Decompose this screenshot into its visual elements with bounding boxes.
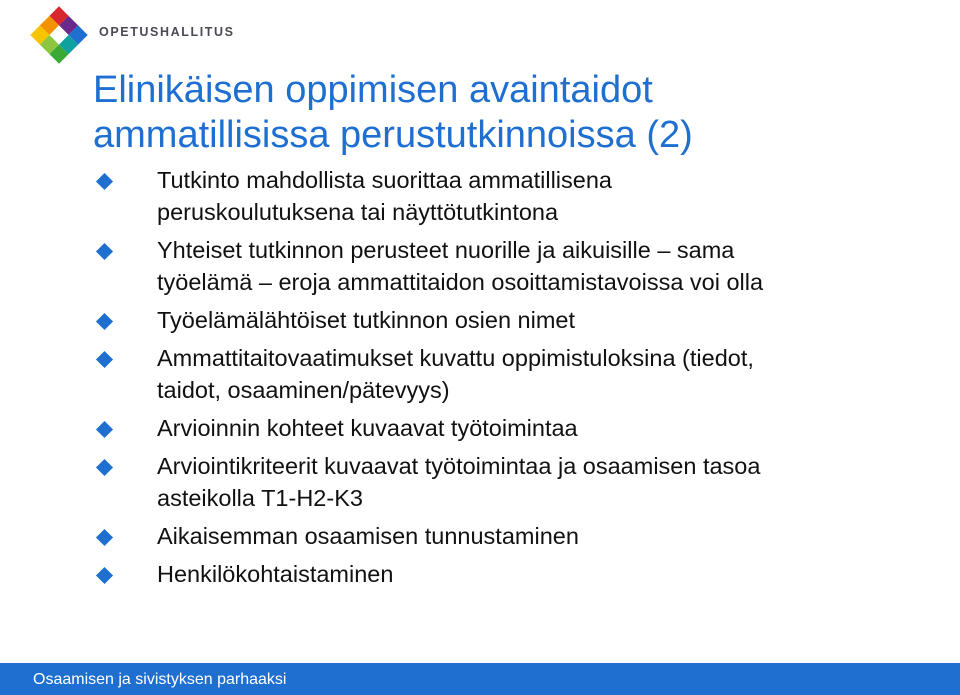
bullet-item xyxy=(95,342,915,406)
bullet-text: peruskoulutuksena tai näyttötutkintona xyxy=(157,199,559,225)
footer-text: Osaamisen ja sivistyksen parhaaksi xyxy=(33,671,287,688)
diamond-bullet-icon xyxy=(95,458,114,477)
bullet-text: Yhteiset tutkinnon perusteet nuorille ja aikuisille – sama xyxy=(157,237,735,263)
logo-text: OPETUSHALLITUS xyxy=(99,25,235,39)
diamond-bullet-icon xyxy=(95,420,114,439)
diamond-bullet-icon xyxy=(95,528,114,547)
diamond-bullet-icon xyxy=(95,566,114,585)
bullet-item xyxy=(95,412,915,444)
diamond-bullet-icon xyxy=(95,350,114,369)
title-line: ammatillisissa perustutkinnoissa (2) xyxy=(93,114,693,156)
bullet-text: taidot, osaaminen/pätevyys) xyxy=(157,377,450,403)
bullet-list xyxy=(95,164,915,590)
bullet-text: Arviointikriteerit kuvaavat työtoimintaa ja osaamisen tasoa xyxy=(157,453,761,479)
diamond-bullet-icon xyxy=(95,172,114,191)
bullet-text: Henkilökohtaistaminen xyxy=(157,561,394,587)
bullet-text: Tutkinto mahdollista suorittaa ammatillisena xyxy=(157,167,612,193)
diamond-bullet-icon xyxy=(95,312,114,331)
bullet-text: Aikaisemman osaamisen tunnustaminen xyxy=(157,523,579,549)
bullet-text: asteikolla T1-H2-K3 xyxy=(157,485,363,511)
bullet-item xyxy=(95,304,915,336)
bullet-text: Ammattitaitovaatimukset kuvattu oppimistuloksina (tiedot, xyxy=(157,345,754,371)
footer-bar xyxy=(0,663,960,695)
title-line: Elinikäisen oppimisen avaintaidot xyxy=(93,69,653,111)
diamond-logo-icon xyxy=(30,6,88,64)
bullet-item xyxy=(95,520,915,552)
bullet-item xyxy=(95,558,915,590)
bullet-text: työelämä – eroja ammattitaidon osoittamistavoissa voi olla xyxy=(157,269,764,295)
bullet-item xyxy=(95,234,915,298)
bullet-text: Arvioinnin kohteet kuvaavat työtoimintaa xyxy=(157,415,578,441)
bullet-item xyxy=(95,450,915,514)
diamond-bullet-icon xyxy=(95,242,114,261)
bullet-item xyxy=(95,164,915,228)
bullet-text: Työelämälähtöiset tutkinnon osien nimet xyxy=(157,307,576,333)
slide-title xyxy=(93,68,923,158)
